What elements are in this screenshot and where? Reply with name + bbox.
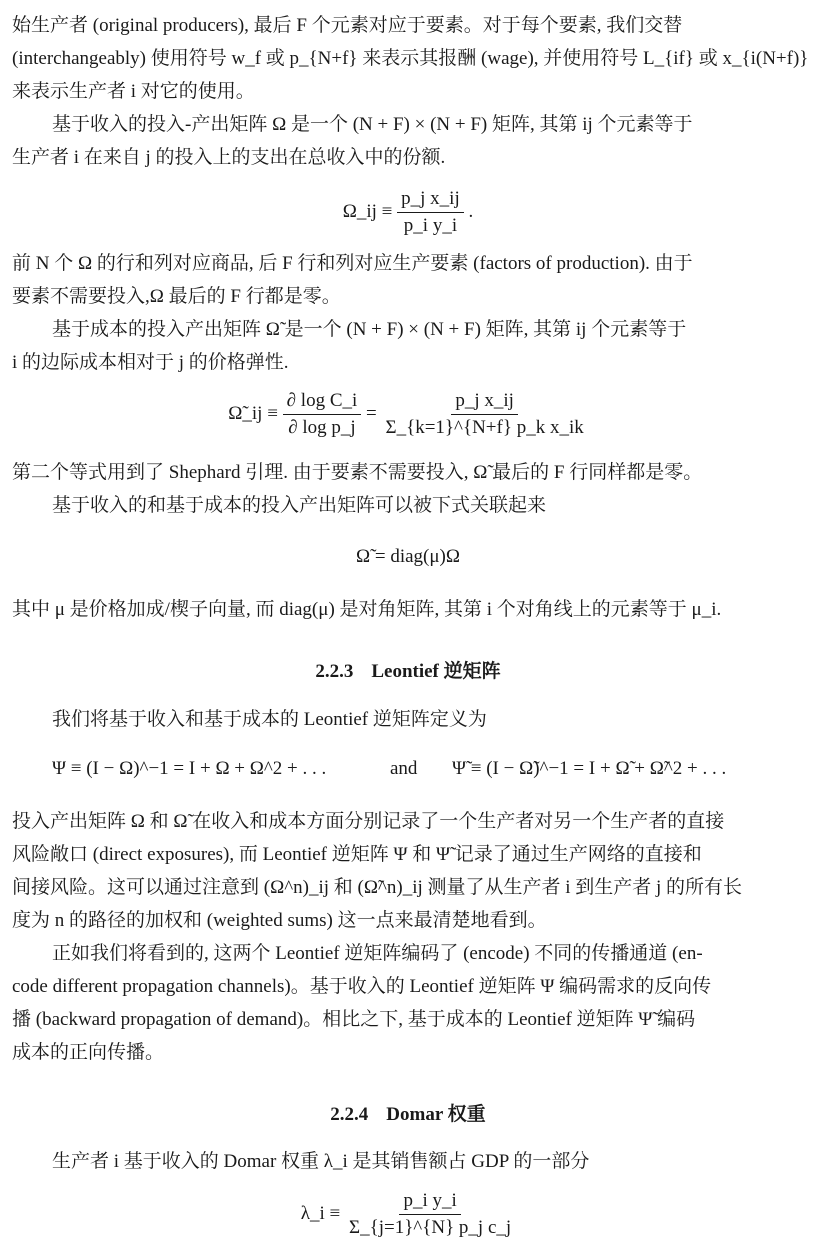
paragraph-line: 前 N 个 Ω 的行和列对应商品, 后 F 行和列对应生产要素 (factors of production). 由于 — [12, 253, 693, 274]
paragraph-line: 间接风险。这可以通过注意到 (Ω^n)_ij 和 (Ω̃^n)_ij 测量了从生产者 i 到生产者 j 的所有长 — [12, 877, 743, 898]
fraction — [382, 390, 588, 439]
equation-omega — [0, 188, 816, 237]
fraction-numerator: p_j x_ij — [397, 188, 464, 213]
fraction-denominator: ∂ log p_j — [288, 417, 356, 438]
section-title: Leontief 逆矩阵 — [371, 661, 501, 682]
paragraph-line: 基于收入的和基于成本的投入产出矩阵可以被下式关联起来 — [52, 495, 547, 516]
equation-lhs: Ω̃_ij ≡ — [228, 402, 278, 424]
equation-and: and — [390, 758, 418, 779]
fraction — [345, 1190, 515, 1239]
fraction — [283, 390, 362, 439]
paragraph-line: 其中 μ 是价格加成/楔子向量, 而 diag(μ) 是对角矩阵, 其第 i 个对角线上的元素等于 μ_i. — [12, 599, 722, 620]
fraction-numerator: p_j x_ij — [451, 390, 518, 415]
fraction-denominator: Σ_{j=1}^{N} p_j c_j — [349, 1217, 512, 1238]
paragraph-line: 始生产者 (original producers), 最后 F 个元素对应于要素。对于每个要素, 我们交替 — [12, 15, 683, 36]
equation-lhs: Ω_ij ≡ — [342, 200, 393, 222]
fraction-denominator: Σ_{k=1}^{N+f} p_k x_ik — [385, 417, 584, 438]
paragraph-line: 第二个等式用到了 Shephard 引理. 由于要素不需要投入, Ω̃ 最后的 F 行同样都是零。 — [12, 462, 703, 483]
paragraph-line: 生产者 i 在来自 j 的投入上的支出在总收入中的份额. — [12, 147, 446, 168]
paragraph-line: 我们将基于收入和基于成本的 Leontief 逆矩阵定义为 — [52, 709, 487, 730]
equals-sign: = — [366, 402, 377, 424]
fraction-numerator: p_i y_i — [399, 1190, 460, 1215]
equation-domar — [0, 1190, 816, 1239]
paragraph-line: 基于收入的投入-产出矩阵 Ω 是一个 (N + F) × (N + F) 矩阵, 其第 ij 个元素等于 — [52, 114, 693, 135]
paragraph-line: 风险敞口 (direct exposures), 而 Leontief 逆矩阵 Ψ 和 Ψ̃ 记录了通过生产网络的直接和 — [12, 844, 702, 865]
equation-period: . — [468, 200, 474, 222]
paragraph-line: 播 (backward propagation of demand)。相比之下, 基于成本的 Leontief 逆矩阵 Ψ̃ 编码 — [12, 1009, 696, 1030]
paragraph-line: i 的边际成本相对于 j 的价格弹性. — [12, 352, 289, 373]
section-heading — [0, 660, 816, 684]
equation-lhs: λ_i ≡ — [300, 1202, 341, 1224]
paragraph-line: 度为 n 的路径的加权和 (weighted sums) 这一点来最清楚地看到。 — [12, 910, 547, 931]
equation-leontief-right: Ψ̃ ≡ (I − Ω̃)^−1 = I + Ω̃ + Ω̃^2 + . . . — [452, 758, 727, 779]
paragraph-line: 投入产出矩阵 Ω 和 Ω̃ 在收入和成本方面分别记录了一个生产者对另一个生产者的直接 — [12, 811, 725, 832]
paragraph-line: 生产者 i 基于收入的 Domar 权重 λ_i 是其销售额占 GDP 的一部分 — [52, 1151, 590, 1172]
paragraph-line: code different propagation channels)。基于收入的 Leontief 逆矩阵 Ψ 编码需求的反向传 — [12, 976, 712, 997]
equation-omega-tilde — [0, 390, 816, 439]
paragraph-line: (interchangeably) 使用符号 w_f 或 p_{N+f} 来表示其报酬 (wage), 并使用符号 L_{if} 或 x_{i(N+f)} — [12, 48, 809, 69]
section-number: 2.2.4 — [330, 1104, 369, 1125]
section-title: Domar 权重 — [386, 1104, 486, 1125]
paragraph-line: 基于成本的投入产出矩阵 Ω̃ 是一个 (N + F) × (N + F) 矩阵, 其第 ij 个元素等于 — [52, 319, 687, 340]
equation-relation: Ω̃ = diag(μ)Ω — [355, 546, 460, 567]
paragraph-line: 正如我们将看到的, 这两个 Leontief 逆矩阵编码了 (encode) 不同的传播通道 (en- — [52, 943, 703, 964]
paragraph-line: 来表示生产者 i 对它的使用。 — [12, 81, 255, 102]
fraction-numerator: ∂ log C_i — [283, 390, 362, 415]
equation-leontief-left: Ψ ≡ (I − Ω)^−1 = I + Ω + Ω^2 + . . . — [52, 758, 327, 779]
fraction-denominator: p_i y_i — [403, 215, 458, 236]
fraction — [397, 188, 464, 237]
section-heading — [0, 1103, 816, 1127]
paragraph-line: 成本的正向传播。 — [12, 1042, 165, 1063]
section-number: 2.2.3 — [315, 661, 354, 682]
paragraph-line: 要素不需要投入,Ω 最后的 F 行都是零。 — [12, 286, 341, 307]
